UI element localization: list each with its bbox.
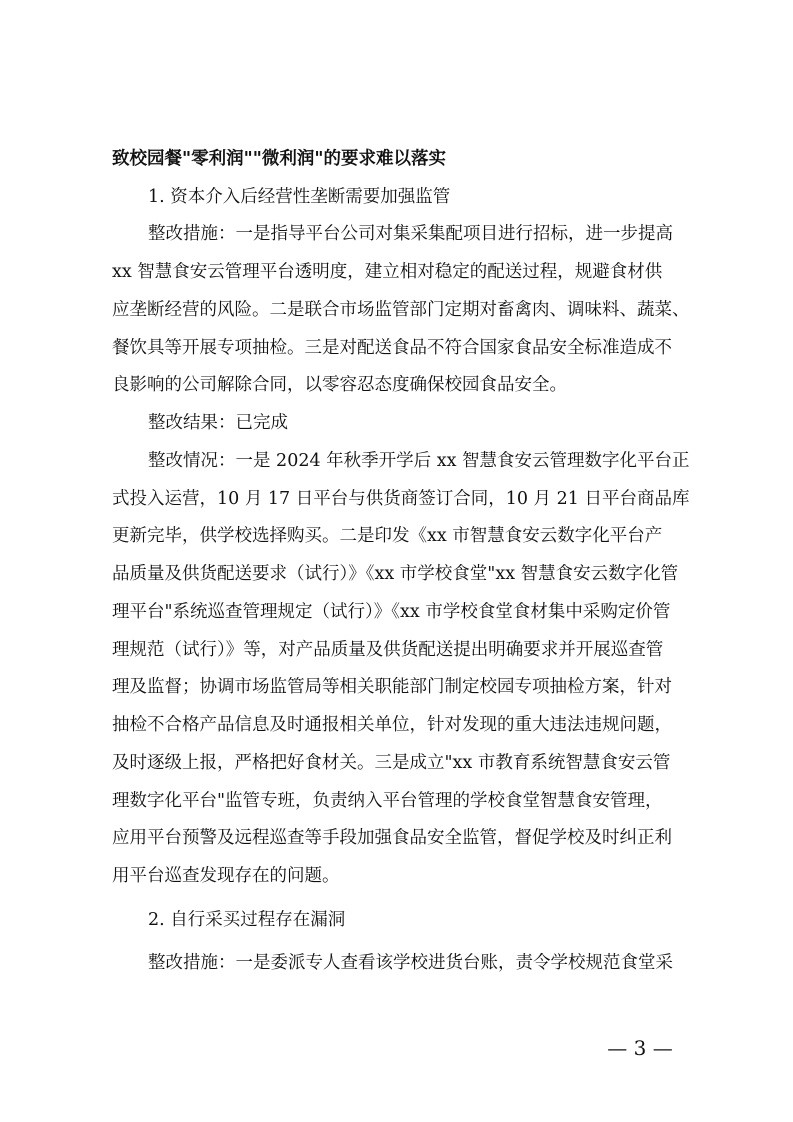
body-line: 理规范（试行）》等，对产品质量及供货配送提出明确要求并开展巡查管: [112, 640, 664, 660]
body-line: 理平台"系统巡查管理规定（试行）》《xx 市学校食堂食材集中采购定价管: [112, 602, 671, 622]
body-line: 整改措施：一是委派专人查看该学校进货台账，责令学校规范食堂采: [148, 953, 673, 973]
body-line: 应垄断经营的风险。二是联合市场监管部门定期对畜禽肉、调味料、蔬菜、: [112, 300, 690, 320]
body-line: 式投入运营，10 月 17 日平台与供货商签订合同，10 月 21 日平台商品库: [112, 489, 690, 509]
body-line: 及时逐级上报，严格把好食材关。三是成立"xx 市教育系统智慧食安云管: [112, 753, 671, 773]
body-line: 更新完毕，供学校选择购买。二是印发《xx 市智慧食安云数字化平台产: [112, 526, 663, 546]
subheading-2: 2. 自行采买过程存在漏洞: [148, 910, 346, 930]
body-line: 理数字化平台"监管专班，负责纳入平台管理的学校食堂智慧食安管理，: [112, 791, 663, 811]
page-number: — 3 —: [607, 1036, 673, 1060]
result-line: 整改结果：已完成: [148, 413, 288, 433]
body-line: 品质量及供货配送要求（试行）》《xx 市学校食堂"xx 智慧食安云数字化管: [112, 564, 679, 584]
section-heading-continuation: 致校园餐"零利润""微利润"的要求难以落实: [112, 149, 446, 169]
body-line: xx 智慧食安云管理平台透明度，建立相对稳定的配送过程，规避食材供: [112, 262, 663, 282]
body-line: 良影响的公司解除合同，以零容忍态度确保校园食品安全。: [112, 375, 567, 395]
body-line: 理及监督；协调市场监管局等相关职能部门制定校园专项抽检方案，针对: [112, 677, 672, 697]
body-line: 用平台巡查发现存在的问题。: [112, 866, 340, 886]
subheading-1: 1. 资本介入后经营性垄断需要加强监管: [148, 187, 451, 207]
body-line: 整改情况：一是 2024 年秋季开学后 xx 智慧食安云管理数字化平台正: [148, 451, 690, 471]
body-line: 餐饮具等开展专项抽检。三是对配送食品不符合国家食品安全标准造成不: [112, 338, 672, 358]
body-line: 抽检不合格产品信息及时通报相关单位，针对发现的重大违法违规问题，: [112, 715, 672, 735]
body-line: 应用平台预警及远程巡查等手段加强食品安全监管，督促学校及时纠正利: [112, 828, 672, 848]
body-line: 整改措施：一是指导平台公司对集采集配项目进行招标，进一步提高: [148, 224, 673, 244]
